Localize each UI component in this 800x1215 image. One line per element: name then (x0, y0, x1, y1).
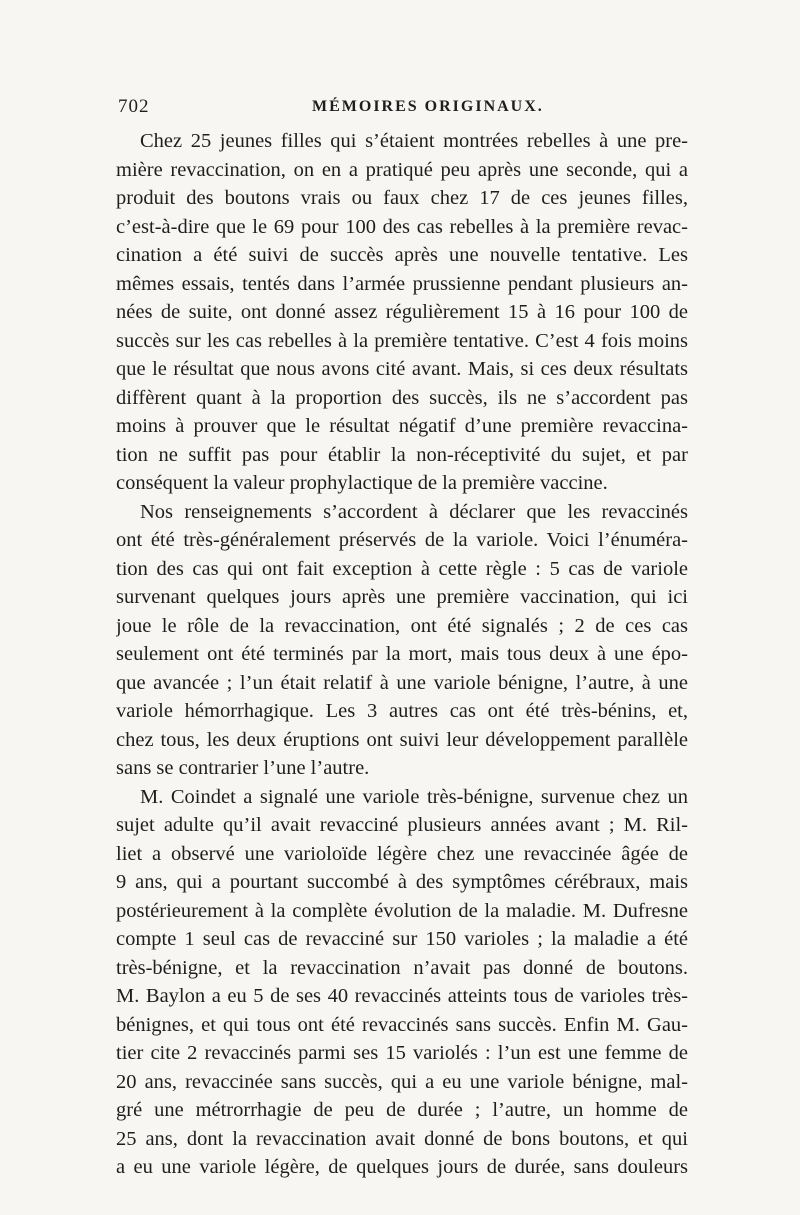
text-line: produit des boutons vrais ou faux chez 17 de ces jeunes filles, (116, 187, 688, 209)
text-line: que avancée ; l’un était relatif à une variole bénigne, l’autre, à une (116, 671, 688, 694)
text-line: M. Baylon a eu 5 de ses 40 revaccinés atteints tous de varioles très- (116, 985, 688, 1007)
text-line: moins à prouver que le résultat négatif d’une première revaccina- (116, 415, 688, 437)
text-line: liet a observé une varioloïde légère chez une revaccinée âgée de (116, 842, 688, 865)
text-line: très-bénigne, et la revaccination n’avait pas donné de boutons. (116, 956, 688, 979)
text-line: 25 ans, dont la revaccination avait donné de bons boutons, et qui (116, 1127, 688, 1150)
text-line: Nos renseignements s’accordent à déclarer que les revaccinés (140, 500, 688, 523)
text-line: ont été très-généralement préservés de la variole. Voici l’énuméra- (116, 529, 688, 551)
text-line: 20 ans, revaccinée sans succès, qui a eu une variole bénigne, mal- (116, 1070, 688, 1093)
text-line: c’est-à-dire que le 69 pour 100 des cas rebelles à la première revac- (116, 215, 688, 238)
text-line: cination a été suivi de succès après une nouvelle tentative. Les (116, 244, 688, 266)
text-line: mière revaccination, on en a pratiqué peu après une seconde, qui a (116, 158, 688, 181)
text-line: Chez 25 jeunes filles qui s’étaient montrées rebelles à une pre- (140, 130, 688, 152)
text-line: tion ne suffit pas pour établir la non-réceptivité du sujet, et par (116, 443, 688, 466)
text-line: conséquent la valeur prophylactique de la première vaccine. (116, 472, 608, 494)
text-line: M. Coindet a signalé une variole très-bénigne, survenue chez un (140, 785, 688, 808)
text-line: 9 ans, qui a pourtant succombé à des symptômes cérébraux, mais (116, 871, 688, 893)
text-line: postérieurement à la complète évolution de la maladie. M. Dufresne (116, 899, 688, 922)
text-line: seulement ont été terminés par la mort, mais tous deux à une épo- (116, 643, 688, 665)
text-line: sujet adulte qu’il avait revacciné plusieurs années avant ; M. Ril- (116, 814, 688, 836)
text-line: joue le rôle de la revaccination, ont été signalés ; 2 de ces cas (116, 614, 688, 637)
text-line: tier cite 2 revaccinés parmi ses 15 variolés : l’un est une femme de (116, 1042, 688, 1064)
text-line: variole hémorrhagique. Les 3 autres cas ont été très-bénins, et, (116, 700, 688, 722)
text-line: succès sur les cas rebelles à la première tentative. C’est 4 fois moins (116, 329, 688, 352)
text-line: tion des cas qui ont fait exception à cette règle : 5 cas de variole (116, 557, 688, 580)
text-line: gré une métrorrhagie de peu de durée ; l’autre, un homme de (116, 1099, 688, 1121)
text-line: chez tous, les deux éruptions ont suivi leur développement parallèle (116, 728, 688, 751)
text-line: mêmes essais, tentés dans l’armée prussienne pendant plusieurs an- (116, 272, 688, 295)
text-line: nées de suite, ont donné assez régulièrement 15 à 16 pour 100 de (116, 301, 688, 323)
text-line: survenant quelques jours après une première vaccination, qui ici (116, 586, 688, 608)
text-line: compte 1 seul cas de revacciné sur 150 varioles ; la maladie a été (116, 928, 688, 950)
body-text (116, 127, 688, 1182)
text-line: que le résultat que nous avons cité avant. Mais, si ces deux résultats (116, 358, 688, 380)
running-title: MÉMOIRES ORIGINAUX. (312, 98, 544, 115)
text-line: a eu une variole légère, de quelques jours de durée, sans douleurs (116, 1156, 688, 1178)
text-line: sans se contrarier l’une l’autre. (116, 757, 370, 779)
page-number: 702 (118, 96, 150, 117)
text-line: bénignes, et qui tous ont été revaccinés sans succès. Enfin M. Gau- (116, 1013, 688, 1036)
text-line: diffèrent quant à la proportion des succès, ils ne s’accordent pas (116, 386, 688, 409)
